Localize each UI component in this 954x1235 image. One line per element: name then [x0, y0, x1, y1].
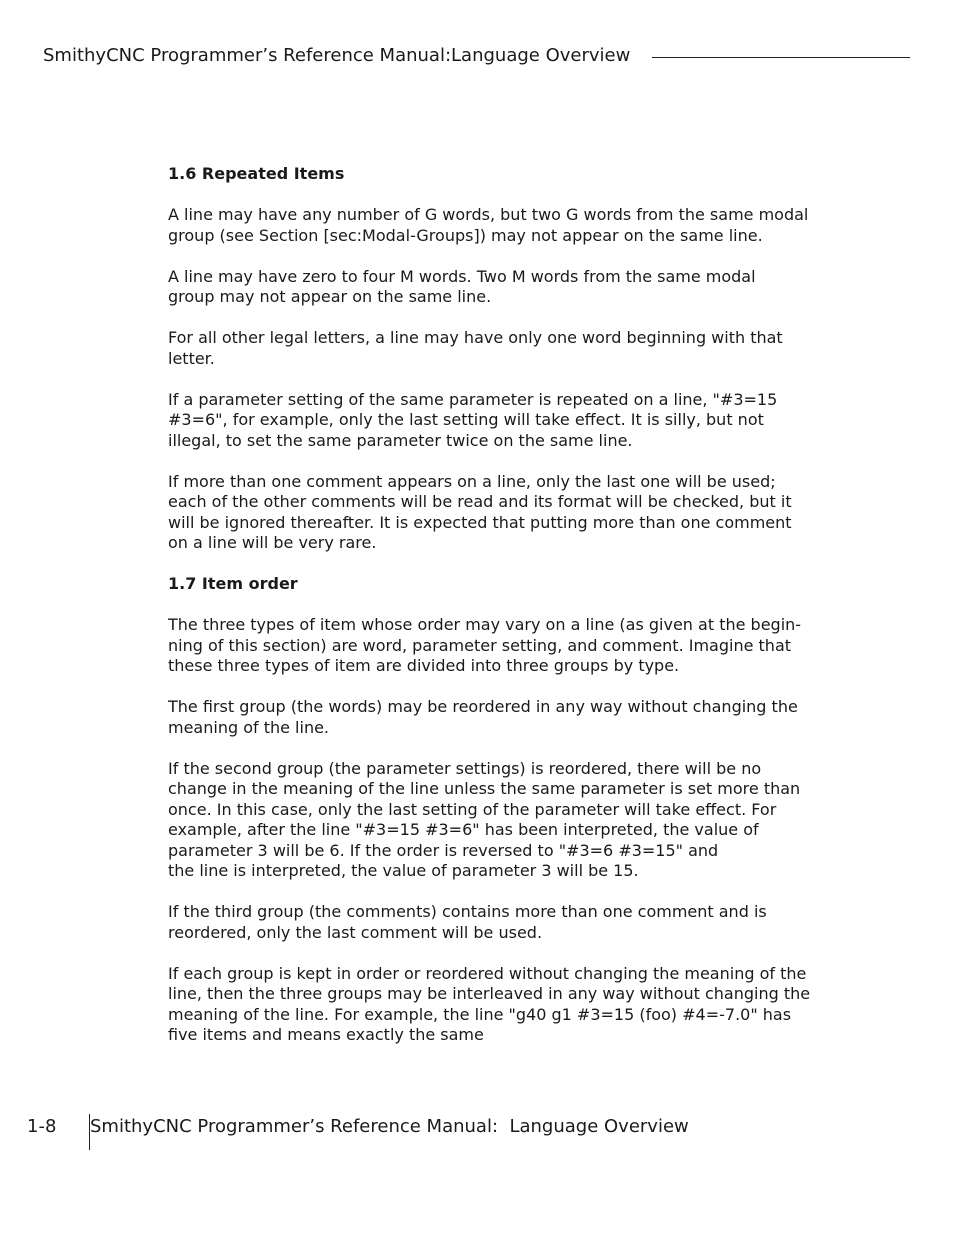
text-line: ning of this section) are word, parameter setting, and comment. Imagine that: [168, 635, 792, 655]
text-line: If a parameter setting of the same parameter is repeated on a line, "#3=15: [168, 389, 778, 409]
text-line: If the second group (the parameter settings) is reordered, there will be no: [168, 758, 762, 778]
section-heading-item-order: 1.7 Item order: [168, 574, 298, 593]
paragraph: [168, 902, 788, 943]
text-line: group (see Section [sec:Modal-Groups]) may not appear on the same line.: [168, 225, 763, 245]
text-line: reordered, only the last comment will be used.: [168, 922, 543, 942]
paragraph: [168, 390, 788, 452]
text-line: line, then the three groups may be interleaved in any way without changing the: [168, 984, 811, 1003]
paragraph: [168, 205, 809, 246]
paragraph: [168, 963, 811, 1046]
header-rule: [652, 57, 910, 58]
text-line: #3=6", for example, only the last setting will take effect. It is silly, but not: [168, 410, 764, 429]
footer-title: SmithyCNC Programmer’s Reference Manual: Language Overview: [90, 1116, 689, 1137]
text-line: the line is interpreted, the value of parameter 3 will be 15.: [168, 861, 639, 880]
text-line: letter.: [168, 348, 215, 368]
text-line: example, after the line "#3=15 #3=6" has been interpreted, the value of: [168, 820, 759, 839]
running-header-title: SmithyCNC Programmer’s Reference Manual:Language Overview: [43, 45, 631, 66]
text-line: If the third group (the comments) contains more than one comment and is: [168, 902, 767, 921]
text-line: group may not appear on the same line.: [168, 287, 492, 306]
text-line: change in the meaning of the line unless the same parameter is set more than: [168, 779, 801, 798]
text-line: each of the other comments will be read and its format will be checked, but it: [168, 492, 792, 511]
text-line: once. In this case, only the last setting of the parameter will take effect. For: [168, 799, 777, 819]
paragraph: [168, 471, 792, 554]
text-line: The three types of item whose order may vary on a line (as given at the begin-: [168, 615, 802, 634]
text-line: For all other legal letters, a line may have only one word beginning with that: [168, 328, 783, 347]
section-heading-repeated-items: 1.6 Repeated Items: [168, 164, 345, 183]
paragraph: [168, 328, 788, 369]
page-number: 1-8: [27, 1116, 57, 1137]
text-line: If each group is kept in order or reordered without changing the meaning of the: [168, 963, 807, 983]
page-body: [168, 164, 811, 1046]
text-line: A line may have any number of G words, but two G words from the same modal: [168, 205, 809, 224]
text-line: The first group (the words) may be reordered in any way without changing the: [168, 697, 798, 716]
text-line: meaning of the line. For example, the line "g40 g1 #3=15 (foo) #4=-7.0" has: [168, 1004, 792, 1024]
text-line: parameter 3 will be 6. If the order is reversed to "#3=6 #3=15" and: [168, 840, 719, 860]
paragraph: [168, 267, 788, 308]
text-line: If more than one comment appears on a line, only the last one will be used;: [168, 471, 776, 491]
paragraph: [168, 615, 802, 677]
text-line: A line may have zero to four M words. Two M words from the same modal: [168, 266, 756, 286]
text-line: illegal, to set the same parameter twice on the same line.: [168, 430, 633, 450]
text-line: meaning of the line.: [168, 717, 330, 737]
paragraph: [168, 758, 801, 882]
text-line: these three types of item are divided into three groups by type.: [168, 656, 680, 675]
text-line: five items and means exactly the same: [168, 1025, 484, 1044]
paragraph: [168, 697, 798, 738]
text-line: on a line will be very rare.: [168, 533, 377, 552]
text-line: will be ignored thereafter. It is expected that putting more than one comment: [168, 512, 792, 532]
